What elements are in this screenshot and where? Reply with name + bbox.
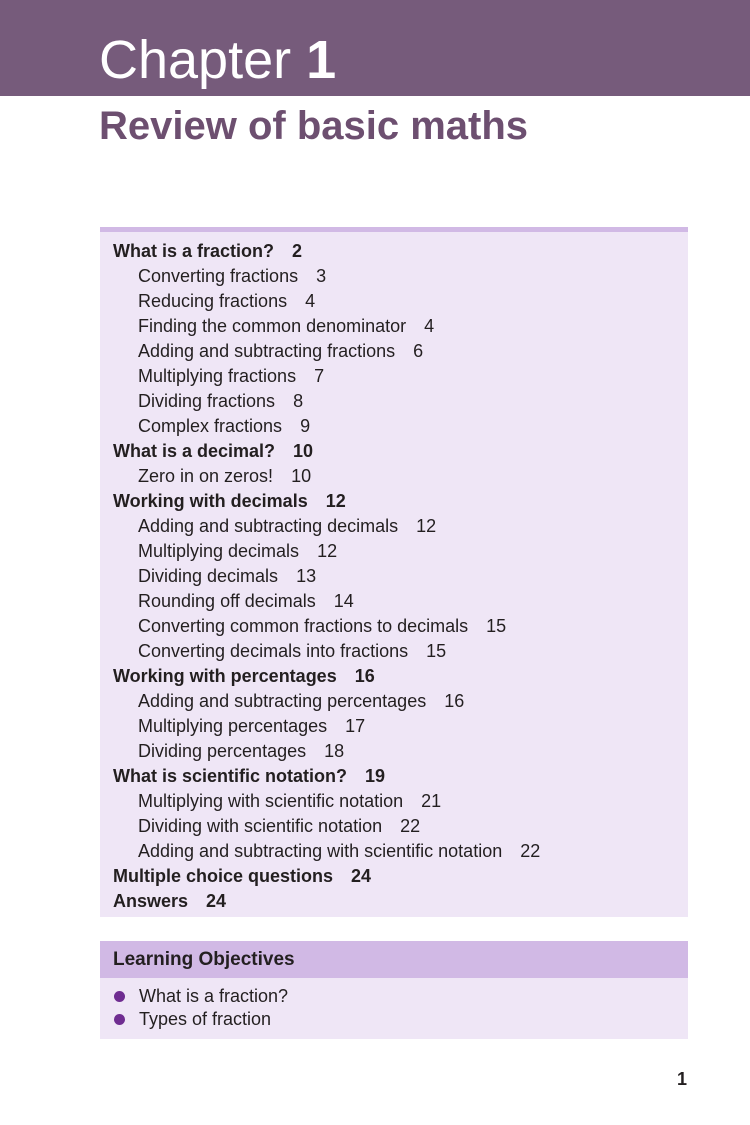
- toc-subsection-entry: [100, 339, 688, 364]
- toc-subsection-entry: [100, 589, 688, 614]
- chapter-contents-box: [100, 227, 688, 917]
- toc-entry-label: Dividing percentages: [138, 741, 307, 761]
- toc-entry-label: Rounding off decimals: [138, 591, 316, 611]
- toc-entry-page: 10: [293, 441, 314, 461]
- toc-entry-page: 2: [292, 241, 303, 261]
- toc-subsection-entry: [100, 714, 688, 739]
- learning-objectives-list: [100, 978, 688, 1031]
- toc-entry-page: 10: [291, 466, 312, 486]
- toc-entry-label: Zero in on zeros!: [138, 466, 274, 486]
- objective-label: Types of fraction: [139, 1009, 272, 1029]
- toc-subsection-entry: [100, 739, 688, 764]
- toc-entry-label: Multiplying decimals: [138, 541, 300, 561]
- toc-entry-label: Reducing fractions: [138, 291, 288, 311]
- toc-entry-label: Multiplying with scientific notation: [138, 791, 404, 811]
- toc-entry-page: 12: [317, 541, 338, 561]
- toc-entry-label: Multiplying fractions: [138, 366, 297, 386]
- toc-entry-label: Adding and subtracting decimals: [138, 516, 399, 536]
- toc-entry-page: 18: [324, 741, 345, 761]
- objective-item: [114, 1008, 688, 1031]
- toc-entry-label: Dividing with scientific notation: [138, 816, 383, 836]
- toc-entry-page: 15: [486, 616, 507, 636]
- toc-subsection-entry: [100, 614, 688, 639]
- toc-entry-label: Finding the common denominator: [138, 316, 407, 336]
- toc-entry-label: Adding and subtracting with scientific notation: [138, 841, 503, 861]
- toc-entry-page: 14: [333, 591, 354, 611]
- toc-entry-page: 22: [400, 816, 421, 836]
- toc-entry-label: Dividing fractions: [138, 391, 276, 411]
- toc-entry-page: 4: [424, 316, 435, 336]
- bullet-icon: [114, 1014, 125, 1025]
- toc-section-entry: [100, 664, 688, 689]
- toc-entry-label: Converting decimals into fractions: [138, 641, 409, 661]
- toc-entry-label: Multiplying percentages: [138, 716, 328, 736]
- toc-entry-page: 21: [421, 791, 442, 811]
- toc-subsection-entry: [100, 514, 688, 539]
- toc-entry-label: Dividing decimals: [138, 566, 279, 586]
- toc-section-entry: [100, 889, 688, 914]
- toc-entry-page: 3: [316, 266, 327, 286]
- toc-entry-label: What is scientific notation?: [113, 766, 348, 786]
- toc-subsection-entry: [100, 289, 688, 314]
- toc-entry-label: Complex fractions: [138, 416, 283, 436]
- learning-objectives-title: Learning Objectives: [100, 941, 688, 978]
- toc-entry-page: 24: [351, 866, 372, 886]
- toc-subsection-entry: [100, 839, 688, 864]
- toc-subsection-entry: [100, 564, 688, 589]
- toc-entry-page: 9: [300, 416, 311, 436]
- bullet-icon: [114, 991, 125, 1002]
- toc-entry-label: Answers: [113, 891, 189, 911]
- toc-subsection-entry: [100, 264, 688, 289]
- toc-entry-label: What is a decimal?: [113, 441, 276, 461]
- toc-entry-page: 12: [325, 491, 346, 511]
- learning-objectives-box: [100, 941, 688, 1039]
- toc-subsection-entry: [100, 464, 688, 489]
- toc-entry-page: 13: [296, 566, 317, 586]
- toc-subsection-entry: [100, 314, 688, 339]
- toc-subsection-entry: [100, 639, 688, 664]
- toc-entry-page: 8: [293, 391, 304, 411]
- toc-entry-page: 24: [206, 891, 227, 911]
- toc-section-entry: [100, 489, 688, 514]
- toc-entry-label: Converting common fractions to decimals: [138, 616, 469, 636]
- toc-entry-label: Working with percentages: [113, 666, 337, 686]
- toc-entry-label: What is a fraction?: [113, 241, 275, 261]
- toc-subsection-entry: [100, 789, 688, 814]
- toc-subsection-entry: [100, 364, 688, 389]
- toc-entry-page: 17: [345, 716, 366, 736]
- objective-item: [114, 985, 688, 1008]
- chapter-heading: [99, 30, 336, 90]
- toc-entry-page: 15: [426, 641, 447, 661]
- toc-entry-page: 4: [305, 291, 316, 311]
- toc-entry-label: Multiple choice questions: [113, 866, 334, 886]
- toc-section-entry: [100, 864, 688, 889]
- contents-list: [100, 232, 688, 914]
- chapter-word: Chapter: [99, 30, 292, 90]
- toc-entry-label: Working with decimals: [113, 491, 308, 511]
- toc-entry-page: 7: [314, 366, 325, 386]
- toc-entry-page: 22: [520, 841, 541, 861]
- toc-subsection-entry: [100, 689, 688, 714]
- toc-subsection-entry: [100, 389, 688, 414]
- toc-entry-label: Converting fractions: [138, 266, 299, 286]
- toc-subsection-entry: [100, 414, 688, 439]
- toc-entry-page: 19: [365, 766, 386, 786]
- toc-entry-label: Adding and subtracting fractions: [138, 341, 396, 361]
- toc-subsection-entry: [100, 539, 688, 564]
- toc-entry-page: 16: [354, 666, 375, 686]
- toc-subsection-entry: [100, 814, 688, 839]
- chapter-number: 1: [306, 30, 337, 90]
- toc-entry-label: Adding and subtracting percentages: [138, 691, 427, 711]
- objective-label: What is a fraction?: [139, 986, 289, 1006]
- toc-entry-page: 12: [416, 516, 437, 536]
- toc-entry-page: 16: [444, 691, 465, 711]
- chapter-title: Review of basic maths: [99, 104, 529, 148]
- toc-section-entry: [100, 439, 688, 464]
- toc-section-entry: [100, 239, 688, 264]
- page-number: 1: [676, 1069, 687, 1089]
- toc-section-entry: [100, 764, 688, 789]
- toc-entry-page: 6: [413, 341, 424, 361]
